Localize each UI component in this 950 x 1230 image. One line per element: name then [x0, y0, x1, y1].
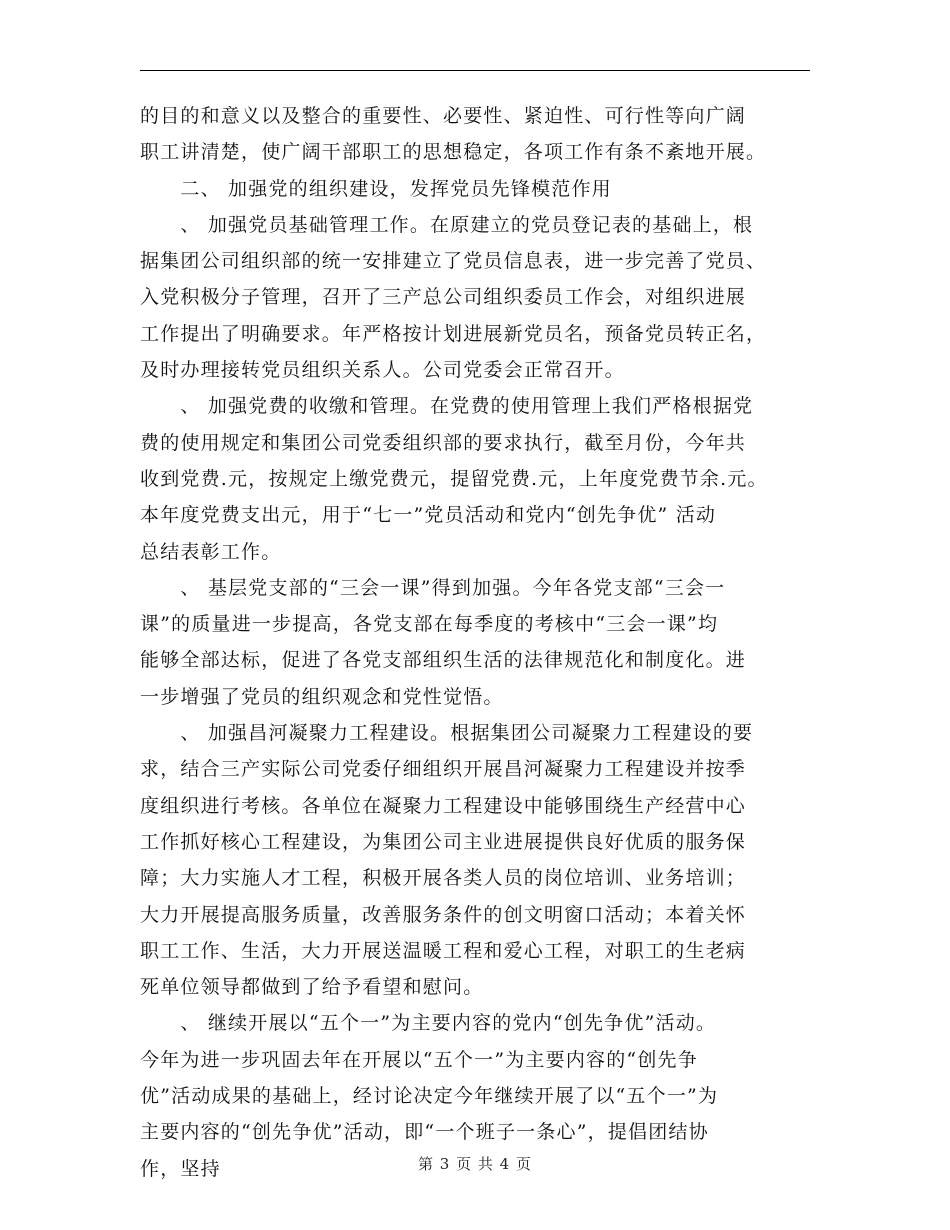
text-line: 、 加强昌河凝聚力工程建设。根据集团公司凝聚力工程建设的要	[140, 722, 754, 745]
text-line: 、 继续开展以“五个一”为主要内容的党内“创先争优”活动。	[140, 1012, 717, 1035]
text-line: 职工工作、生活，大力开展送温暖工程和爱心工程，对职工的生老病	[140, 939, 747, 962]
text-line: 度组织进行考核。各单位在凝聚力工程建设中能够围绕生产经营中心	[140, 794, 747, 817]
text-line: 费的使用规定和集团公司党委组织部的要求执行，截至月份，今年共	[140, 431, 747, 454]
text-line: 障；大力实施人才工程，积极开展各类人员的岗位培训、业务培训；	[140, 867, 747, 890]
text-line: 作，坚持	[140, 1157, 221, 1180]
body-text	[140, 98, 830, 1187]
header-rule	[140, 70, 810, 71]
text-line: 收到党费.元，按规定上缴党费元，提留党费.元，上年度党费节余.元。	[140, 467, 768, 490]
text-line: 入党积极分子管理，召开了三产总公司组织委员工作会，对组织进展	[140, 286, 747, 309]
page-number-footer: 第 3 页 共 4 页	[418, 1155, 532, 1173]
text-line: 死单位领导都做到了给予看望和慰问。	[140, 976, 484, 999]
text-line: 课”的质量进一步提高，各党支部在每季度的考核中“三会一课”均	[140, 613, 719, 636]
section-heading: 二、 加强党的组织建设，发挥党员先锋模范作用	[140, 177, 612, 200]
text-line: 总结表彰工作。	[140, 540, 282, 563]
text-line: 、 加强党费的收缴和管理。在党费的使用管理上我们严格根据党	[140, 395, 754, 418]
text-line: 、 加强党员基础管理工作。在原建立的党员登记表的基础上，根	[140, 213, 754, 236]
text-line: 工作抓好核心工程建设，为集团公司主业进展提供良好优质的服务保	[140, 830, 747, 853]
text-line: 职工讲清楚，使广阔干部职工的思想稳定，各项工作有条不紊地开展。	[140, 141, 767, 164]
text-line: 优”活动成果的基础上，经讨论决定今年继续开展了以“五个一”为	[140, 1085, 719, 1108]
text-line: 主要内容的“创先争优”活动，即“一个班子一条心”，提倡团结协	[140, 1121, 709, 1144]
text-line: 本年度党费支出元，用于“七一”党员活动和党内“创先争优” 活动	[140, 504, 717, 527]
text-line: 能够全部达标，促进了各党支部组织生活的法律规范化和制度化。进	[140, 649, 747, 672]
text-line: 、 基层党支部的“三会一课”得到加强。今年各党支部“三会一	[140, 576, 726, 599]
text-line: 据集团公司组织部的统一安排建立了党员信息表，进一步完善了党员、	[140, 250, 767, 273]
text-line: 今年为进一步巩固去年在开展以“五个一”为主要内容的“创先争	[140, 1048, 698, 1071]
text-line: 工作提出了明确要求。年严格按计划进展新党员名，预备党员转正名，	[140, 322, 767, 345]
text-line: 大力开展提高服务质量，改善服务条件的创文明窗口活动；本着关怀	[140, 903, 747, 926]
text-line: 求，结合三产实际公司党委仔细组织开展昌河凝聚力工程建设并按季	[140, 758, 747, 781]
text-line: 及时办理接转党员组织关系人。公司党委会正常召开。	[140, 359, 625, 382]
text-line: 一步增强了党员的组织观念和党性觉悟。	[140, 685, 504, 708]
text-line: 的目的和意义以及整合的重要性、必要性、紧迫性、可行性等向广阔	[140, 105, 747, 127]
